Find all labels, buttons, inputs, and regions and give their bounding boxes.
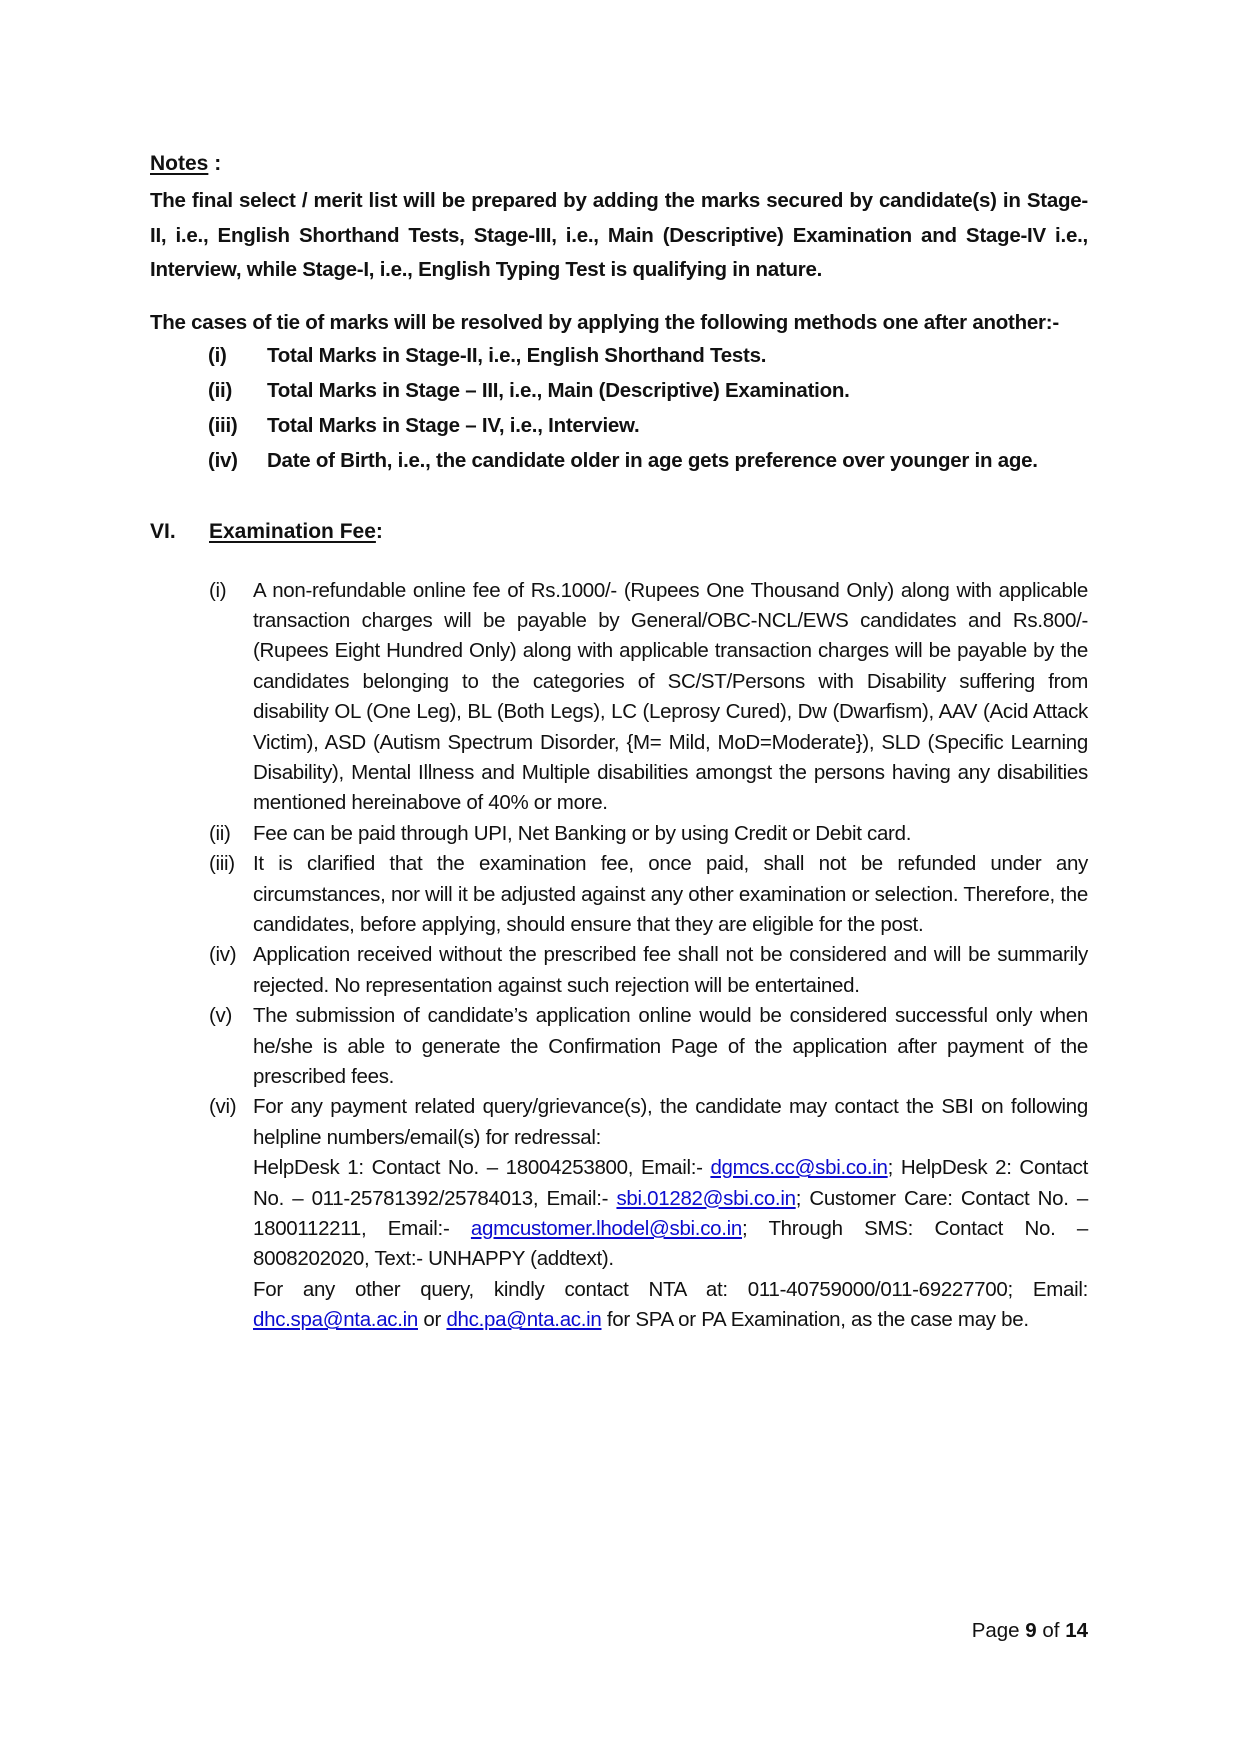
- nta-or-text: or: [418, 1308, 447, 1332]
- fee-item: [209, 1001, 1088, 1092]
- page-word: Page: [971, 1619, 1026, 1642]
- nta-spa-email-link[interactable]: dhc.spa@nta.ac.in: [253, 1308, 419, 1332]
- fee-item-number: (v): [209, 1004, 233, 1028]
- fee-item-text: For any payment related query/grievance(s), the candidate may contact the SBI on following helpline numbers/email(s) for redressal:: [253, 1095, 1088, 1149]
- fee-item: [209, 576, 1088, 819]
- notes-heading-label: Notes: [150, 152, 209, 175]
- tie-method-number: (i): [208, 343, 227, 367]
- tie-methods-list: [150, 338, 1088, 478]
- fee-item-text: Application received without the prescribed fee shall not be considered and will be summarily rejected. No representation against such rejection will be entertained.: [253, 943, 1088, 997]
- section-heading-examination-fee: [150, 518, 1088, 546]
- helpdesk-2-text: ; HelpDesk 2: Contact No. – 011-25781392/25784013, Email:-: [253, 1156, 1088, 1210]
- tie-method-text: Total Marks in Stage-II, i.e., English Shorthand Tests.: [267, 343, 767, 367]
- fee-item-number: (vi): [209, 1095, 237, 1119]
- section-title-suffix: :: [375, 519, 383, 543]
- fee-item-number: (i): [209, 578, 227, 602]
- fee-item-number: (iii): [209, 852, 235, 876]
- helpdesk-2-email-link[interactable]: sbi.01282@sbi.co.in: [616, 1186, 796, 1210]
- fee-item-content: [253, 1092, 1088, 1335]
- helpdesk-1-email-link[interactable]: dgmcs.cc@sbi.co.in: [710, 1156, 888, 1180]
- fee-item: [209, 819, 1088, 849]
- fee-item-text: Fee can be paid through UPI, Net Banking or by using Credit or Debit card.: [253, 821, 912, 845]
- nta-contact-text: For any other query, kindly contact NTA at: 011-40759000/011-69227700; Email:: [253, 1277, 1088, 1301]
- tie-method-text: Total Marks in Stage – III, i.e., Main (Descriptive) Examination.: [267, 378, 850, 402]
- helpdesk-contacts: [253, 1153, 1088, 1275]
- total-pages-number: 14: [1065, 1619, 1088, 1642]
- notes-heading-suffix: :: [208, 152, 222, 175]
- customer-care-email-link[interactable]: agmcustomer.lhodel@sbi.co.in: [470, 1217, 742, 1241]
- fee-items-list: [150, 576, 1088, 1336]
- tie-method-number: (iv): [208, 448, 238, 472]
- fee-item-number: (iv): [209, 943, 237, 967]
- tie-method-number: (ii): [208, 378, 233, 402]
- notes-heading: [150, 150, 1088, 178]
- nta-contact: [253, 1275, 1088, 1336]
- tie-method-item: [208, 408, 1088, 443]
- fee-item: [209, 849, 1088, 940]
- tie-method-item: [208, 338, 1088, 373]
- fee-item-text: The submission of candidate’s application online would be considered successful only when he/she is able to generate the Confirmation Page of the application after payment of the prescribed fees.: [253, 1004, 1088, 1088]
- nta-pa-email-link[interactable]: dhc.pa@nta.ac.in: [446, 1308, 602, 1332]
- current-page-number: 9: [1025, 1619, 1037, 1642]
- tie-method-number: (iii): [208, 413, 238, 437]
- nta-suffix-text: for SPA or PA Examination, as the case may be.: [601, 1308, 1029, 1332]
- customer-care-text: ; Customer Care: Contact No. – 1800112211, Email:-: [253, 1186, 1088, 1241]
- of-word: of: [1036, 1619, 1066, 1642]
- fee-item-number: (ii): [209, 821, 231, 845]
- merit-list-paragraph: The final select / merit list will be prepared by adding the marks secured by candidate(s) in Stage-II, i.e., English Shorthand Tests, Stage-III, i.e., Main (Descriptive) Examination and Stage-IV i.e., Interview, while Stage-I, i.e., English Typing Test is qualifying in nature.: [150, 189, 1088, 281]
- tie-method-text: Total Marks in Stage – IV, i.e., Interview.: [267, 413, 640, 437]
- helpdesk-1-text: HelpDesk 1: Contact No. – 18004253800, Email:-: [253, 1156, 711, 1180]
- section-title-label: Examination Fee: [209, 519, 376, 543]
- document-page: [150, 150, 1088, 1336]
- sms-contact-text: ; Through SMS: Contact No. – 8008202020, Text:- UNHAPPY (addtext).: [253, 1217, 1089, 1271]
- fee-item-text: A non-refundable online fee of Rs.1000/- (Rupees One Thousand Only) along with applicable transaction charges will be payable by General/OBC-NCL/EWS candidates and Rs.800/- (Rupees Eight Hundred Only) along with applicable transaction charges will be payable by the candidates belonging to the categories of SC/ST/Persons with Disability suffering from disability OL (One Leg), BL (Both Legs), LC (Leprosy Cured), Dw (Dwarfism), AAV (Acid Attack Victim), ASD (Autism Spectrum Disorder, {M= Mild, MoD=Moderate}), SLD (Specific Learning Disability), Mental Illness and Multiple disabilities amongst the persons having any disabilities mentioned hereinabove of 40% or more.: [253, 578, 1088, 815]
- section-title: [209, 518, 383, 546]
- section-number: VI.: [150, 519, 176, 543]
- page-footer: [972, 1617, 1088, 1645]
- tie-method-item: [208, 443, 1088, 478]
- tie-method-item: [208, 373, 1088, 408]
- tie-resolution-paragraph: The cases of tie of marks will be resolved by applying the following methods one after another:-: [150, 310, 1059, 334]
- fee-item: [209, 940, 1088, 1001]
- fee-item-text: It is clarified that the examination fee, once paid, shall not be refunded under any circumstances, nor will it be adjusted against any other examination or selection. Therefore, the candidates, before applying, should ensure that they are eligible for the post.: [253, 852, 1088, 936]
- fee-item: [209, 1092, 1088, 1335]
- tie-method-text: Date of Birth, i.e., the candidate older in age gets preference over younger in age.: [267, 448, 1038, 472]
